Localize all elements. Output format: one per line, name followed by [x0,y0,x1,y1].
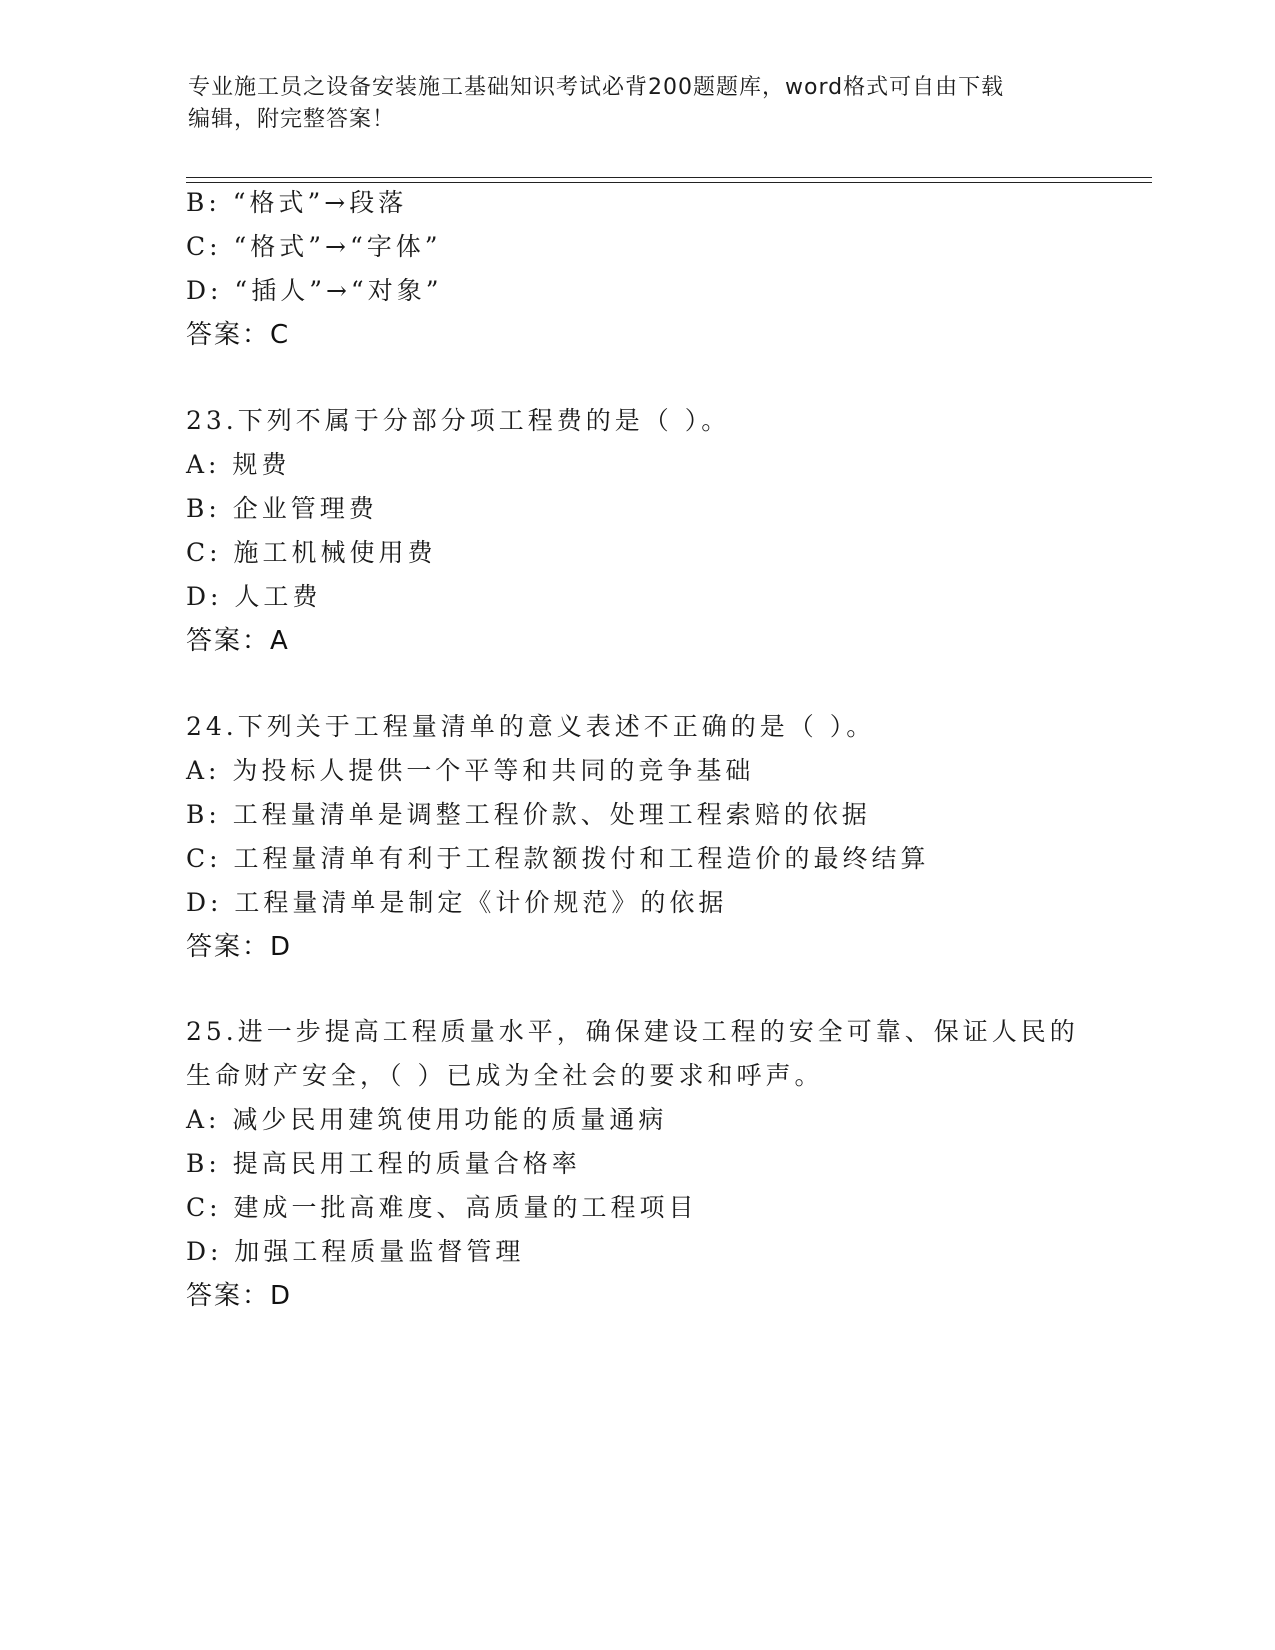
q22-option-b: B: “格式”→段落 [186,188,408,217]
q25-stem-line-1: 25.进一步提高工程质量水平，确保建设工程的安全可靠、保证人民的 [186,1017,1079,1046]
q24-option-c: C: 工程量清单有利于工程款额拨付和工程造价的最终结算 [186,844,930,873]
q23-answer: 答案：A [186,626,290,656]
q22-option-c: C: “格式”→“字体” [186,232,442,261]
header-title-line-2: 编辑，附完整答案！ [188,107,396,132]
q22-option-d: D: “插人”→“对象” [186,276,443,305]
q25-option-b: B: 提高民用工程的质量合格率 [186,1149,581,1178]
q25-answer: 答案：D [186,1281,293,1311]
header-title-line-1: 专业施工员之设备安装施工基础知识考试必背200题题库，word格式可自由下载 [188,75,1005,100]
q25-stem-line-2: 生命财产安全，（ ）已成为全社会的要求和呼声。 [186,1061,824,1090]
q23-option-d: D: 人工费 [186,582,322,611]
q25-option-d: D: 加强工程质量监督管理 [186,1237,525,1266]
q23-option-b: B: 企业管理费 [186,494,378,523]
document-header [188,72,1068,136]
q25-option-a: A: 减少民用建筑使用功能的质量通病 [186,1105,668,1134]
q25-option-c: C: 建成一批高难度、高质量的工程项目 [186,1193,698,1222]
q23-option-c: C: 施工机械使用费 [186,538,437,567]
header-divider-bottom [186,182,1152,183]
header-divider-top [186,177,1152,178]
q24-option-d: D: 工程量清单是制定《计价规范》的依据 [186,888,728,917]
q24-option-b: B: 工程量清单是调整工程价款、处理工程索赔的依据 [186,800,871,829]
q23-stem: 23.下列不属于分部分项工程费的是（ ）。 [186,406,731,435]
q22-answer: 答案：C [186,320,291,350]
q24-stem: 24.下列关于工程量清单的意义表述不正确的是（ ）。 [186,712,876,741]
q24-answer: 答案：D [186,932,293,962]
q23-option-a: A: 规费 [186,450,291,479]
q24-option-a: A: 为投标人提供一个平等和共同的竞争基础 [186,756,755,785]
